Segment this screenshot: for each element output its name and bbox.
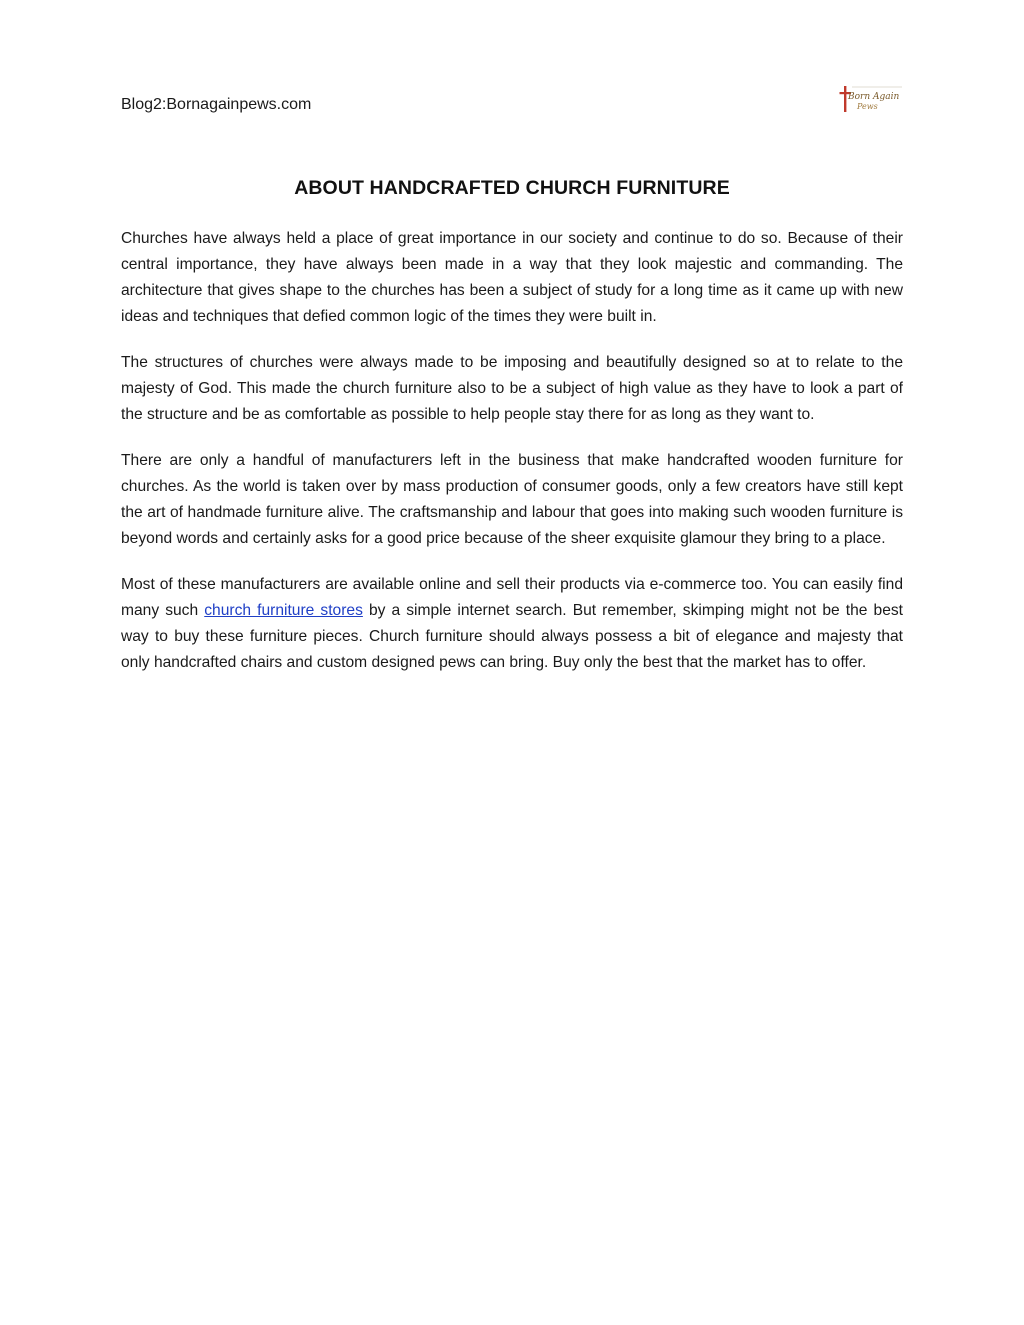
paragraph-3: There are only a handful of manufacturers left in the business that make handcrafted wooden furniture for churches. As the world is taken over by mass production of consumer goods, only a few creators have still kept the art of handmade furniture alive. The craftsmanship and labour that goes into making such wooden furniture is beyond words and certainly asks for a good price because of the sheer exquisite glamour they bring to a place. — [121, 452, 903, 547]
cross-vertical — [844, 86, 846, 112]
logo-text-line2: Pews — [857, 102, 878, 111]
site-name-header: Blog2:Bornagainpews.com — [121, 96, 312, 113]
church-furniture-stores-link[interactable]: church furniture stores — [204, 602, 363, 619]
paragraph-4 — [121, 572, 903, 676]
paragraph-4-after-link: by a simple internet search. But remember, skimping might not be the best way to buy these furniture pieces. Church furniture should always possess a bit of elegance and majesty that only handcrafted chairs and custom designed pews can bring. Buy only the best that the market has to offer. — [121, 602, 903, 671]
cross-logo-icon — [838, 84, 906, 114]
paragraph-4-before-link: Most of these manufacturers are available online and sell their products via e-commerce too. You can easily find many such — [121, 576, 903, 619]
logo-text-line1: Born Again — [848, 92, 900, 102]
article-body — [121, 226, 903, 696]
article-title: ABOUT HANDCRAFTED CHURCH FURNITURE — [294, 177, 730, 199]
paragraph-2: The structures of churches were always made to be imposing and beautifully designed so at to relate to the majesty of God. This made the church furniture also to be a subject of high value as they have to look a part of the structure and be as comfortable as possible to help people stay there for as long as they want to. — [121, 354, 903, 423]
paragraph-1: Churches have always held a place of great importance in our society and continue to do so. Because of their central importance, they have always been made in a way that they look majestic and commanding. The architecture that gives shape to the churches has been a subject of study for a long time as it came up with new ideas and techniques that defied common logic of the times they were built in. — [121, 230, 903, 325]
